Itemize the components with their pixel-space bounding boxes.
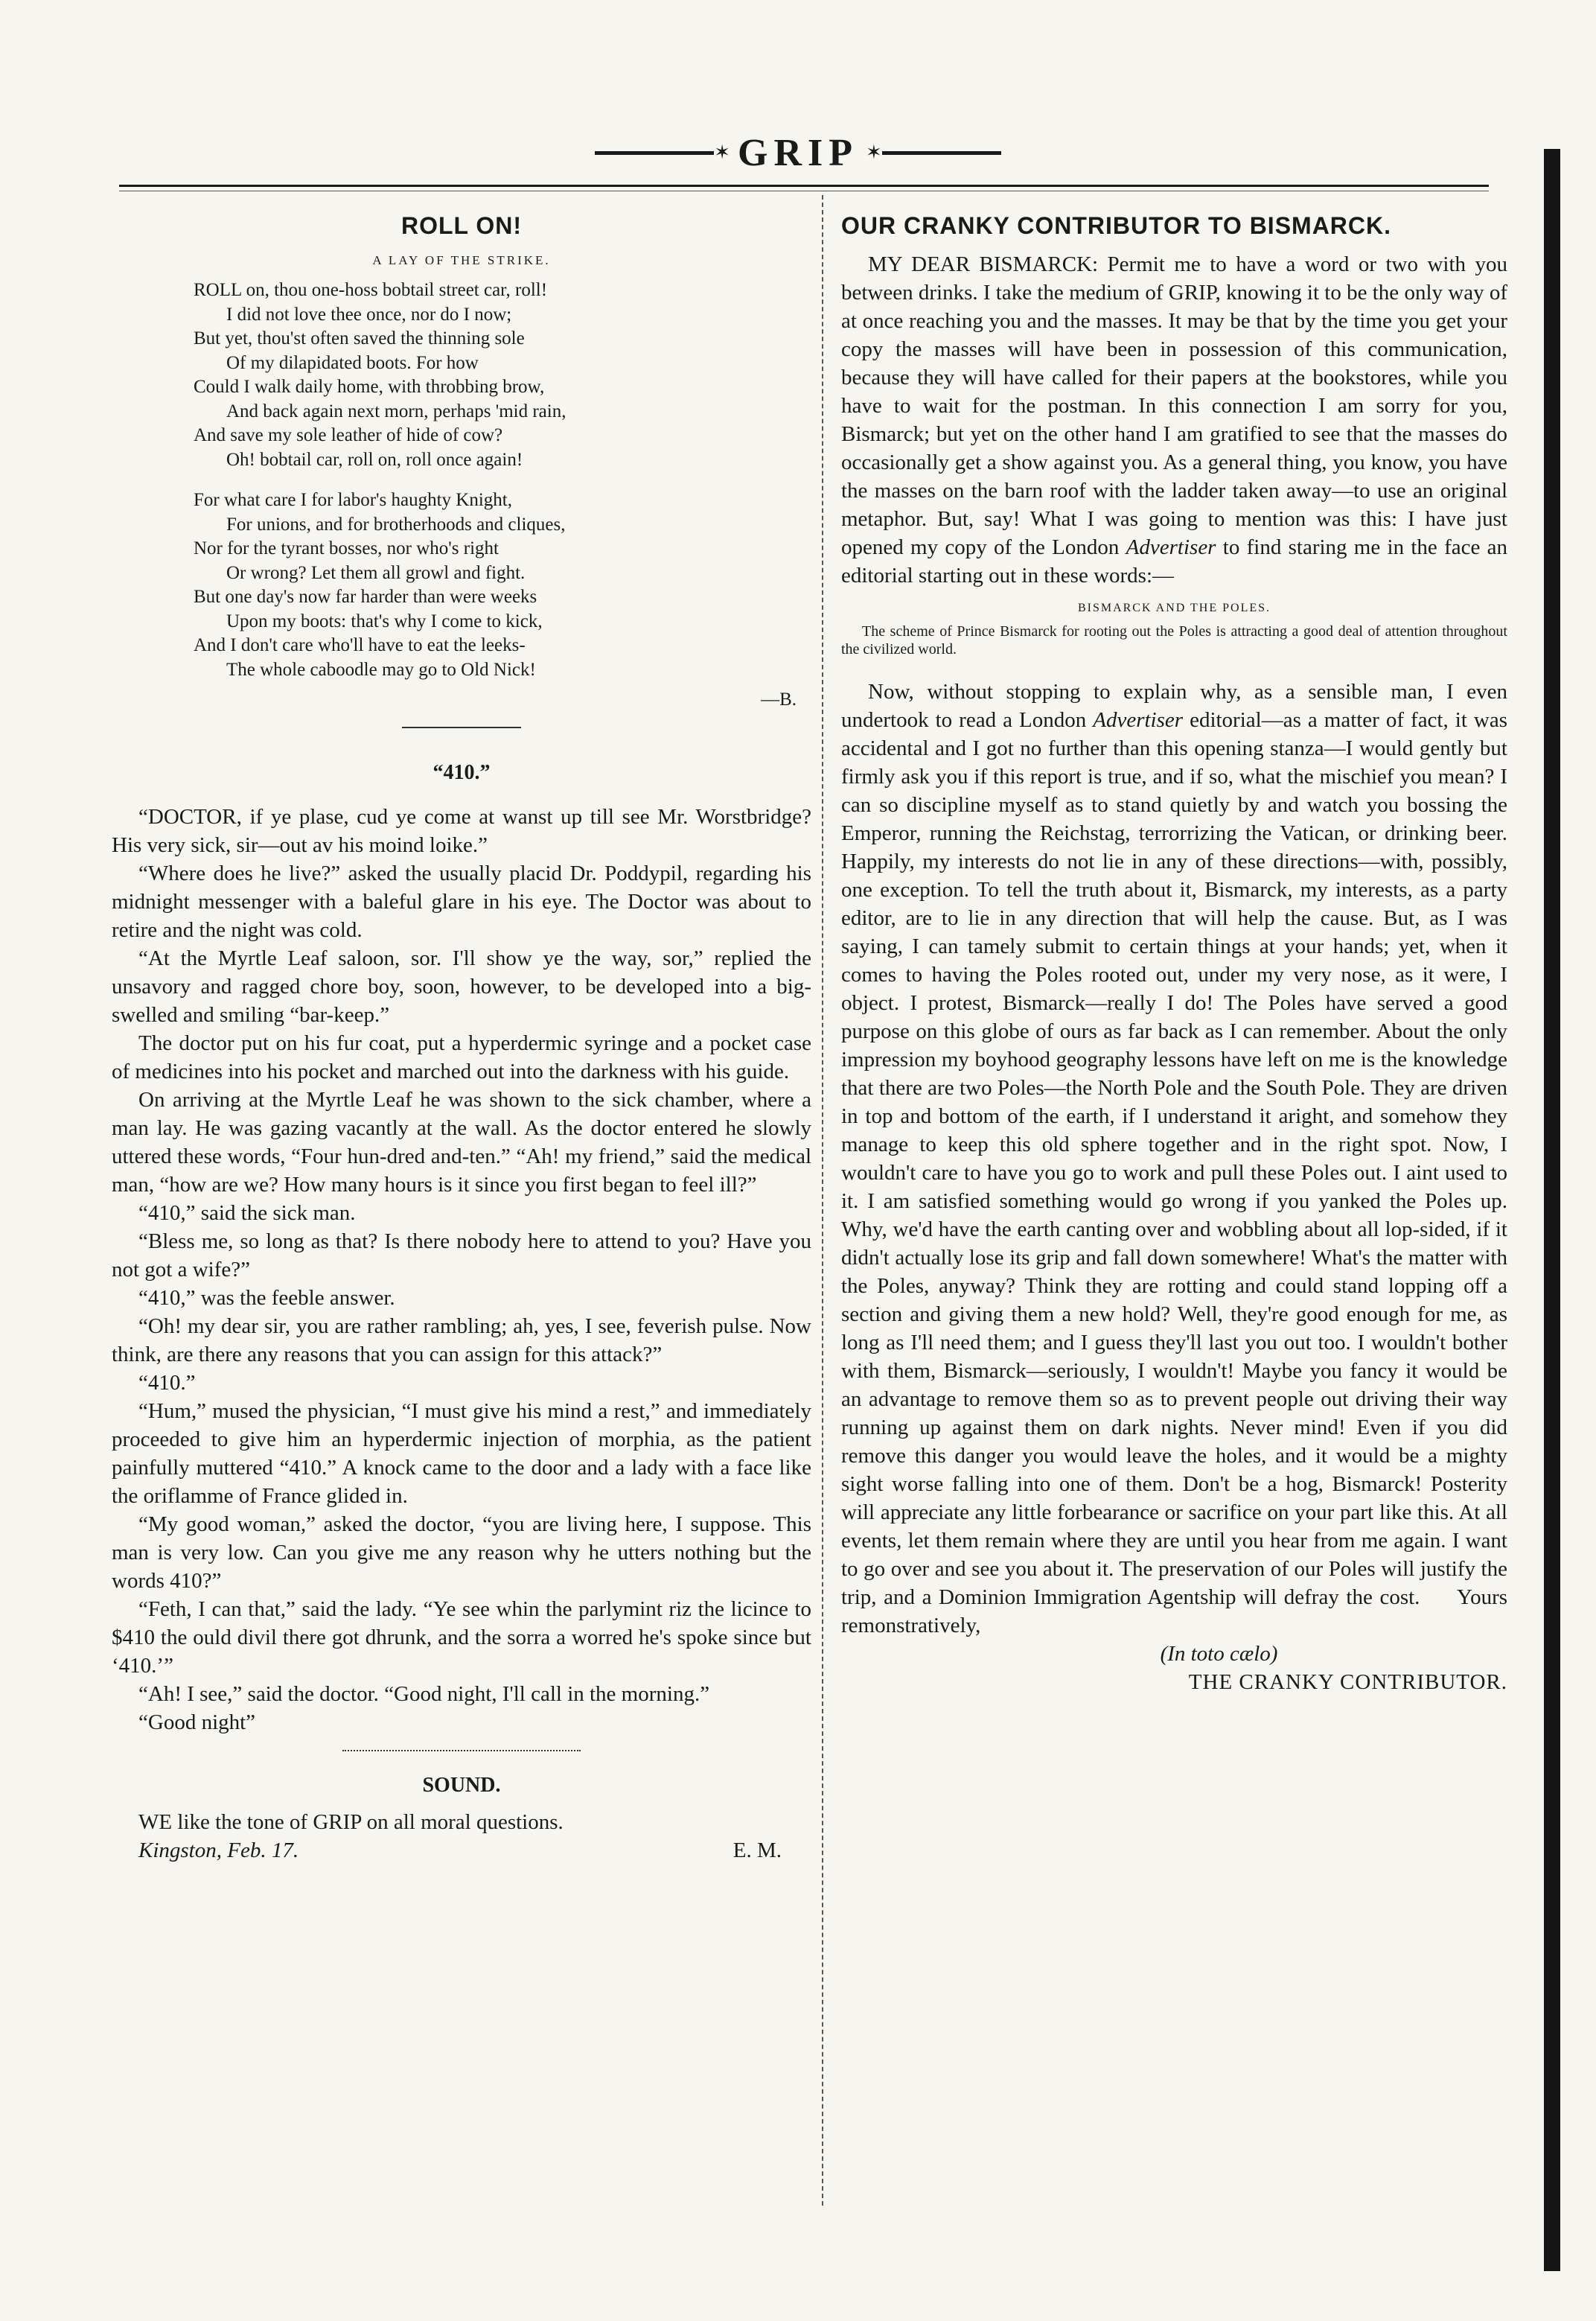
poem-line: Or wrong? Let them all growl and fight. bbox=[226, 562, 526, 583]
star-icon: ✶ bbox=[714, 141, 730, 163]
letter-paragraph bbox=[841, 250, 1507, 590]
letter-signoff: THE CRANKY CONTRIBUTOR. bbox=[1188, 1670, 1507, 1694]
poem-line: Oh! bobtail car, roll on, roll once again! bbox=[226, 449, 523, 470]
story-paragraph: “410,” said the sick man. bbox=[138, 1201, 356, 1225]
poem-line: ROLL on, thou one-hoss bobtail street car, roll! bbox=[194, 280, 548, 300]
page-edge-bar bbox=[1544, 149, 1560, 2271]
newspaper-name: Advertiser bbox=[1126, 535, 1216, 559]
poem-line: The whole caboodle may go to Old Nick! bbox=[226, 659, 536, 680]
story-paragraph: “My good woman,” asked the doctor, “you are living here, I suppose. This man is very low. Can you give me any reason why he utters nothing but the words 410?” bbox=[112, 1512, 811, 1593]
letter-paragraph bbox=[841, 678, 1507, 1640]
masthead-rule-left bbox=[595, 151, 714, 155]
excerpt-heading: BISMARCK AND THE POLES. bbox=[1077, 602, 1271, 614]
poem-line: Upon my boots: that's why I come to kick, bbox=[226, 611, 543, 631]
column-divider bbox=[822, 195, 823, 2206]
poem-signature: —B. bbox=[761, 690, 797, 710]
story-paragraph: The doctor put on his fur coat, put a hyperdermic syringe and a pocket case of medicines into his pocket and marched out into the darkness with his guide. bbox=[112, 1031, 811, 1083]
letter-body bbox=[841, 678, 1507, 1640]
newspaper-name: Advertiser bbox=[1093, 708, 1184, 732]
story-paragraph: “At the Myrtle Leaf saloon, sor. I'll show ye the way, sor,” replied the unsavory and ragged chore boy, soon, however, to be developed into a big-swelled and smiling “bar-keep.” bbox=[112, 946, 811, 1027]
letter-valediction: Yours remonstratively, bbox=[841, 1585, 1508, 1637]
poem-line: For what care I for labor's haughty Knight, bbox=[194, 490, 513, 510]
latin-phrase: (In toto cælo) bbox=[1160, 1642, 1278, 1666]
poem-line: For unions, and for brotherhoods and cliques, bbox=[226, 514, 566, 535]
poem-line: Of my dilapidated boots. For how bbox=[226, 352, 479, 373]
story-paragraph: “410.” bbox=[138, 1371, 196, 1395]
poem-subtitle: A LAY OF THE STRIKE. bbox=[372, 253, 551, 267]
sound-place: Kingston, Feb. 17. bbox=[138, 1838, 299, 1862]
masthead-rule-right bbox=[882, 151, 1001, 155]
sound-text bbox=[112, 1808, 811, 1836]
section-rule bbox=[402, 727, 521, 728]
masthead bbox=[0, 123, 1596, 182]
poem-line: And save my sole leather of hide of cow? bbox=[194, 425, 503, 445]
left-column bbox=[112, 212, 811, 1865]
letter-closing bbox=[841, 1640, 1507, 1696]
poem-line: And back again next morn, perhaps 'mid rain, bbox=[226, 401, 566, 421]
story-paragraph: On arriving at the Myrtle Leaf he was shown to the sick chamber, where a man lay. He was gazing vacantly at the wall. As the doctor entered he slowly uttered these words, “Four hun-dred and-ten.” “Ah! my friend,” said the medical man, “how are we? How many hours is it since you first began to feel ill?” bbox=[112, 1088, 811, 1197]
story-paragraph: “DOCTOR, if ye plase, cud ye come at wanst up till see Mr. Worstbridge? His very sick, sir—out av his moind loike.” bbox=[112, 805, 811, 857]
letter-title: OUR CRANKY CONTRIBUTOR TO BISMARCK. bbox=[841, 212, 1392, 239]
letter-salutation: MY DEAR BISMARCK: bbox=[868, 252, 1099, 276]
letter-body-rest: editorial—as a matter of fact, it was accidental and I got no further than this opening stanza—I would gently but firmly ask you if this report is true, and if so, what the mischief you mean? I can so discipline myself as to stand quietly by and watch you bossing the Emperor, running the Reichstag, terrorrizing the Vatican, or drinking beer. Happily, my interests do not lie in any of these directions—with, possibly, one exception. To tell the truth about it, Bismarck, my interests, as a party editor, are to lie in any direction that will help the cause. But, as I was saying, I can tamely submit to certain things at your hands; yet, when it comes to having the Poles rooted out, under my very nose, as it were, I object. I protest, Bismarck—really I do! The Poles have served a good purpose on this globe of ours as far back as I can remember. About the only impression my boyhood geography lessons have left on me is the knowledge that there are two Poles—the North Pole and the South Pole. They are driven in top and bottom of the earth, if I understand it aright, and somehow they manage to keep this old sphere together and in the right spot. Now, I wouldn't care to have you go to work and pull these Poles out. I aint used to it. I am satisfied something would go wrong if you yanked the Poles up. Why, we'd have the earth canting over and wobbling about all lop-sided, if it didn't actually lose its grip and fall down somewhere! What's the matter with the Poles, anyway? Think they are rotting and could stand lopping off a section and giving them a new hold? Well, they're good enough for me, as long as I'll need them; and I guess they'll last you out too. I wouldn't bother with them, Bismarck—seriously, I wouldn't! Maybe you fancy it would be an advantage to remove them so as to prevent people out driving their way running up against them on dark nights. Never mind! Even if you did remove this danger you would leave the holes, and it would be a mighty sight worse falling into one of them. Don't be a hog, Bismarck! Posterity will appreciate any little forbearance or sacrifice on your part like this. At all events, let them remain where they are until you hear from me again. I want to go over and see you about it. The preservation of our Poles will justify the trip, and a Dominion Immigration Agentship will defray the cost. bbox=[841, 708, 1507, 1609]
poem-title: ROLL ON! bbox=[400, 212, 523, 239]
poem-line: I did not love thee once, nor do I now; bbox=[226, 304, 512, 325]
story-paragraph: “Ah! I see,” said the doctor. “Good night, I'll call in the morning.” bbox=[138, 1682, 710, 1706]
sound-body bbox=[112, 1808, 811, 1836]
letter-body-start: Now, without stopping to explain why, as a sensible man, I even undertook to read a London bbox=[841, 680, 1507, 732]
story-paragraph: “Good night” bbox=[138, 1710, 256, 1734]
masthead-title: GRIP bbox=[738, 131, 858, 174]
sound-sentence: like the tone of GRIP on all moral questions. bbox=[172, 1810, 564, 1834]
letter-intro-end: to find staring me in the face an editorial starting out in these words:— bbox=[841, 535, 1507, 588]
star-icon: ✶ bbox=[866, 141, 882, 163]
sound-dateline bbox=[112, 1836, 811, 1865]
poem bbox=[194, 278, 811, 682]
sound-title: SOUND. bbox=[422, 1774, 501, 1797]
story-paragraph: “Where does he live?” asked the usually placid Dr. Poddypil, regarding his midnight messenger with a baleful glare in his eye. The Doctor was about to retire and the night was cold. bbox=[112, 862, 811, 942]
poem-line: But yet, thou'st often saved the thinning sole bbox=[194, 328, 525, 348]
right-column bbox=[841, 212, 1507, 1696]
letter-intro-text: Permit me to have a word or two with you between drinks. I take the medium of GRIP, knowing it to be the only way of at once reaching you and the masses. It may be that by the time you get your copy the masses will have been in possession of this communication, because they will have called for their papers at the bookstores, while you have to wait for the postman. In this connection I am sorry for you, Bismarck; but yet on the other hand I am gratified to see that the masses do occasionally get a show against you. As a general thing, you know, you have the masses on the barn roof with the ladder taken away—to use an original metaphor. But, say! What I was going to mention was this: I have just opened my copy of the London bbox=[841, 252, 1507, 559]
poem-line: And I don't care who'll have to eat the leeks- bbox=[194, 635, 526, 655]
sound-initials: E. M. bbox=[732, 1838, 782, 1862]
story-paragraph: “Oh! my dear sir, you are rather rambling; ah, yes, I see, feverish pulse. Now think, are there any reasons that you can assign for this attack?” bbox=[112, 1314, 811, 1366]
story-paragraph: “410,” was the feeble answer. bbox=[138, 1286, 395, 1310]
section-rule bbox=[342, 1750, 581, 1751]
sound-first-word: WE bbox=[138, 1810, 173, 1834]
excerpt-text: The scheme of Prince Bismarck for rooting out the Poles is attracting a good deal of attention throughout the civilized world. bbox=[841, 623, 1507, 658]
poem-line: But one day's now far harder than were weeks bbox=[194, 587, 537, 607]
header-rule bbox=[119, 185, 1489, 187]
story-paragraph: “Bless me, so long as that? Is there nobody here to attend to you? Have you not got a wife?” bbox=[112, 1229, 811, 1282]
story-body bbox=[112, 803, 811, 1736]
poem-line: Could I walk daily home, with throbbing brow, bbox=[194, 377, 545, 397]
letter-intro bbox=[841, 250, 1507, 590]
story-title: “410.” bbox=[432, 761, 491, 784]
poem-line: Nor for the tyrant bosses, nor who's right bbox=[194, 538, 499, 558]
story-paragraph: “Hum,” mused the physician, “I must give his mind a rest,” and immediately proceeded to give him an hyperdermic injection of morphia, as the patient painfully muttered “410.” A knock came to the door and a lady with a face like the oriflamme of France glided in. bbox=[112, 1399, 811, 1508]
story-paragraph: “Feth, I can that,” said the lady. “Ye see whin the parlymint riz the licince to $410 the ould divil there got dhrunk, and the sorra a worred he's spoke since but ‘410.’” bbox=[112, 1597, 811, 1678]
